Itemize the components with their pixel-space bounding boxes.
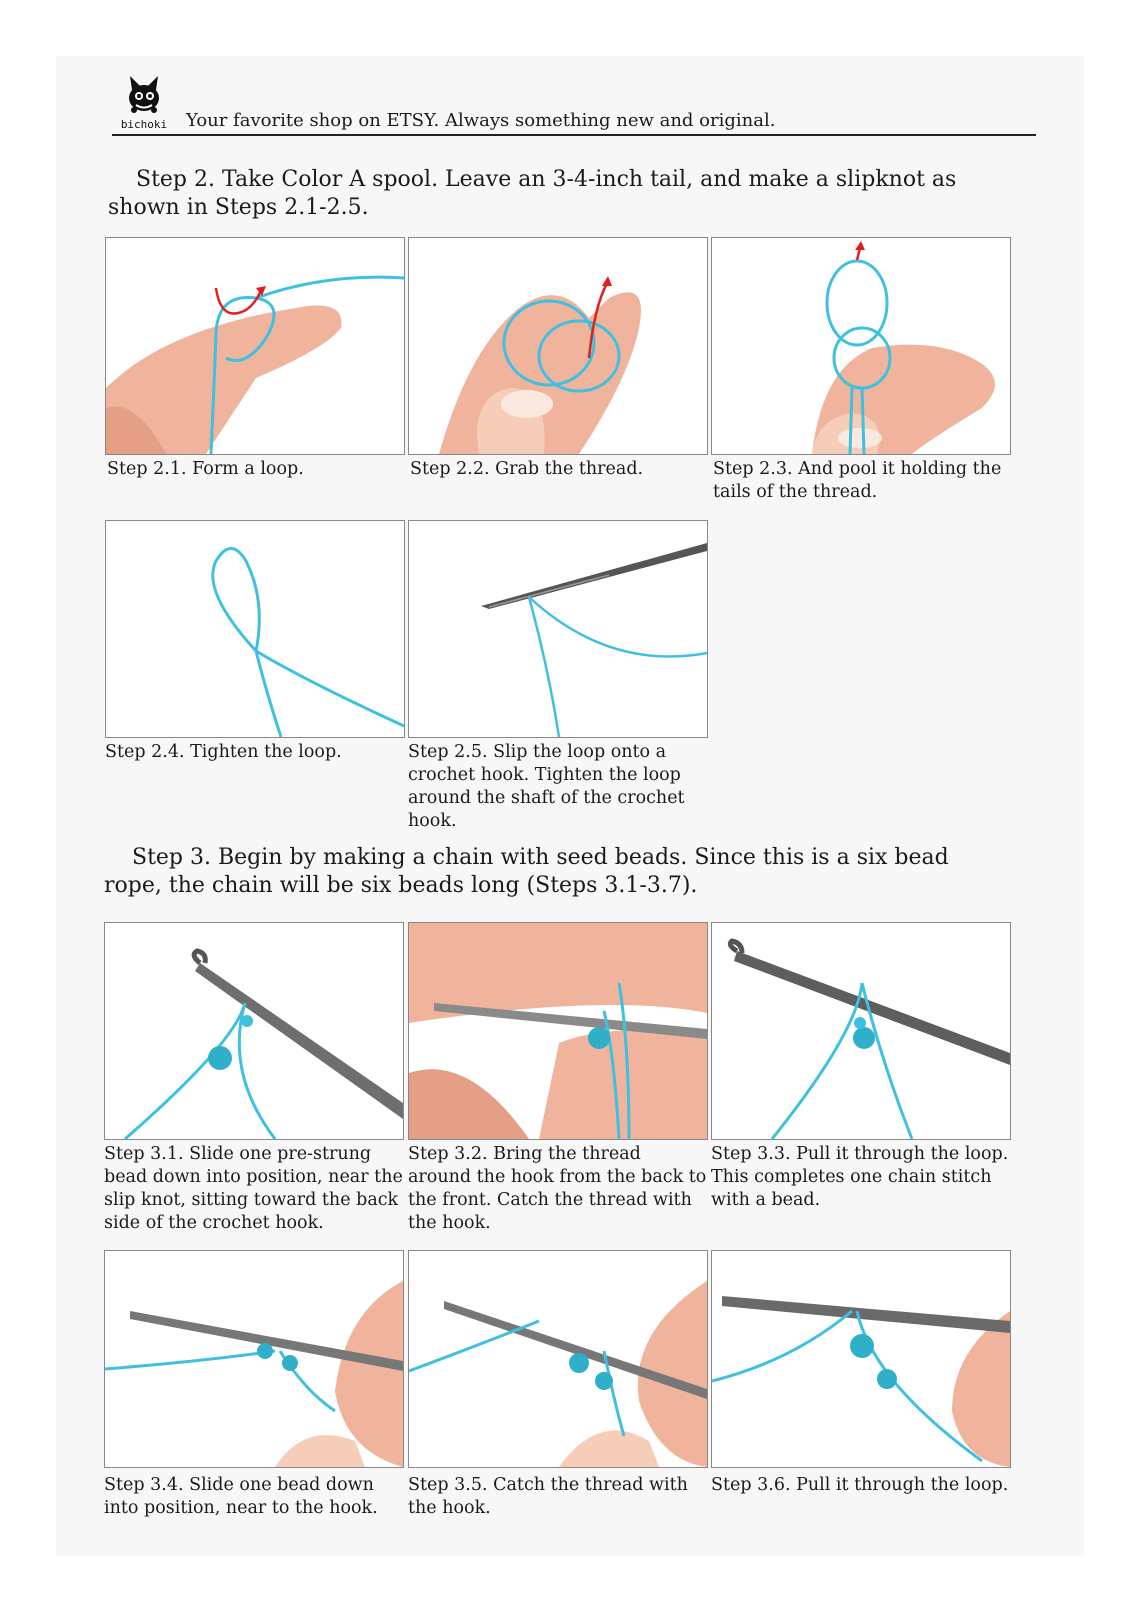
caption-step-3-6: Step 3.6. Pull it through the loop.: [711, 1475, 1009, 1495]
step3-instructions: Step 3. Begin by making a chain with seed beads. Since this is a six bead rope, the chain will be six beads long (Steps 3.1-3.7).: [104, 845, 949, 898]
caption-step-3-5: Step 3.5. Catch the thread with the hook.: [408, 1475, 688, 1518]
photo-step-2-3: [711, 237, 1011, 455]
photo-step-3-3: [711, 922, 1011, 1140]
caption-step-2-4: Step 2.4. Tighten the loop.: [105, 742, 342, 762]
photo-step-3-6: [711, 1250, 1011, 1468]
caption-step-3-4: Step 3.4. Slide one bead down into position, near to the hook.: [104, 1475, 378, 1518]
shop-logo: [112, 70, 178, 132]
step2-instructions: Step 2. Take Color A spool. Leave an 3-4-inch tail, and make a slipknot as shown in Steps 2.1-2.5.: [108, 167, 957, 220]
photo-step-3-4: [104, 1250, 404, 1468]
caption-step-3-2: Step 3.2. Bring the thread around the hook from the back to the front. Catch the thread with the hook.: [408, 1144, 707, 1233]
caption-step-2-2: Step 2.2. Grab the thread.: [410, 459, 644, 479]
document-page: [56, 56, 1084, 1556]
caption-step-2-1: Step 2.1. Form a loop.: [107, 459, 304, 479]
photo-step-2-1: [105, 237, 405, 455]
shop-tagline: Your favorite shop on ETSY. Always something new and original.: [186, 110, 776, 131]
photo-step-2-4: [105, 520, 405, 738]
photo-step-3-1: [104, 922, 404, 1140]
caption-step-3-3: Step 3.3. Pull it through the loop. This completes one chain stitch with a bead.: [711, 1144, 1009, 1210]
photo-step-3-5: [408, 1250, 708, 1468]
photo-step-2-2: [408, 237, 708, 455]
caption-step-3-1: Step 3.1. Slide one pre-strung bead down into position, near the slip knot, sitting toward the back side of the crochet hook.: [104, 1144, 403, 1233]
caption-step-2-3: Step 2.3. And pool it holding the tails of the thread.: [713, 459, 1002, 502]
caption-step-2-5: Step 2.5. Slip the loop onto a crochet hook. Tighten the loop around the shaft of the crochet hook.: [408, 742, 685, 831]
logo-wordmark: bichoki: [120, 118, 168, 131]
photo-step-2-5: [408, 520, 708, 738]
photo-step-3-2: [408, 922, 708, 1140]
page-header: [112, 70, 1036, 136]
